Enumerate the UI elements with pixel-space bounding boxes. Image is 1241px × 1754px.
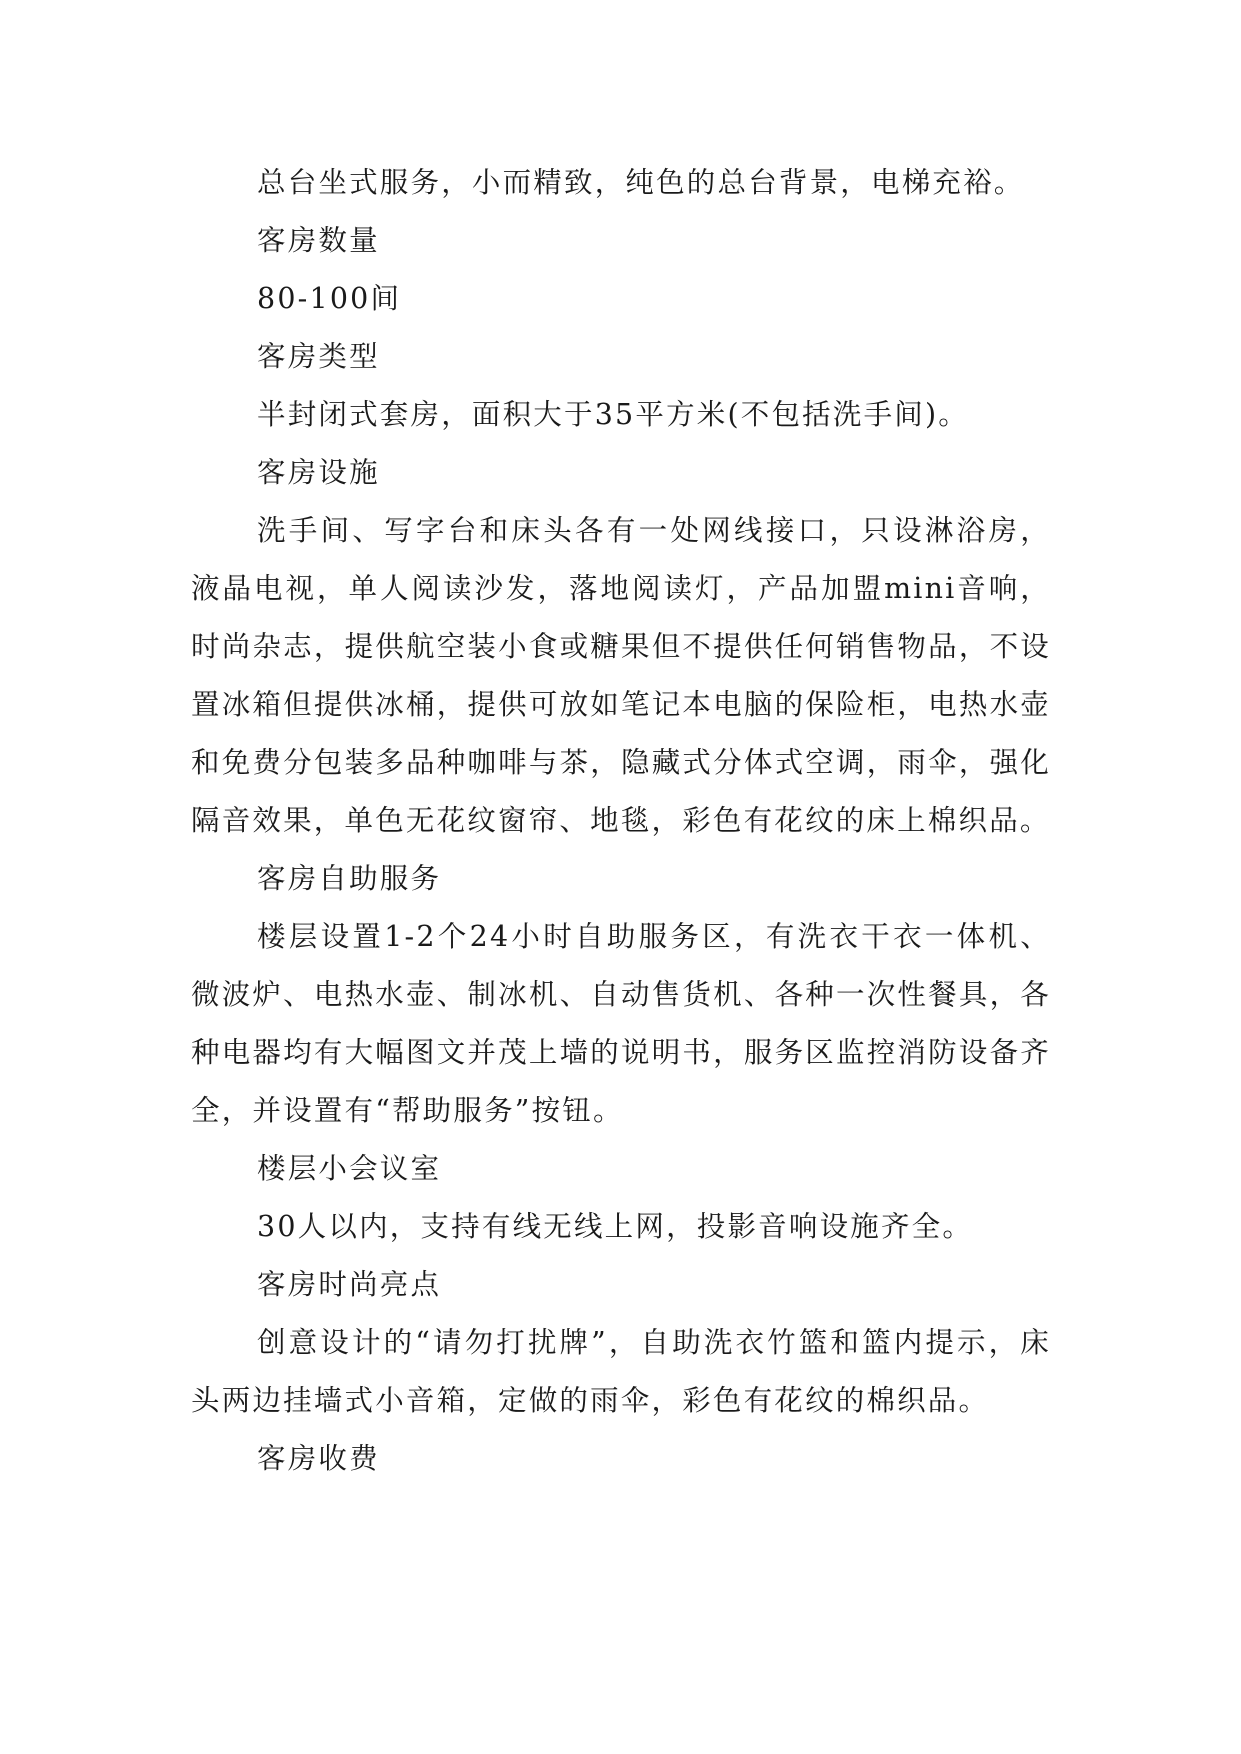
- heading-room-facilities: 客房设施: [257, 456, 380, 489]
- paragraph-room-count: 80-100间: [257, 282, 402, 315]
- heading-room-type: 客房类型: [257, 340, 380, 373]
- heading-highlights: 客房时尚亮点: [257, 1268, 442, 1301]
- heading-room-charges: 客房收费: [257, 1442, 380, 1475]
- heading-meeting-room: 楼层小会议室: [257, 1152, 442, 1185]
- paragraph-highlights: 创意设计的“请勿打扰牌”，自助洗衣竹篮和篮内提示，床头两边挂墙式小音箱，定做的雨伞，彩色有花纹的棉织品。: [191, 1326, 1051, 1417]
- paragraph-room-type: 半封闭式套房，面积大于35平方米(不包括洗手间)。: [257, 398, 970, 431]
- paragraph-front-desk: 总台坐式服务，小而精致，纯色的总台背景，电梯充裕。: [257, 166, 1025, 199]
- paragraph-meeting-room: 30人以内，支持有线无线上网，投影音响设施齐全。: [257, 1210, 974, 1243]
- heading-room-count: 客房数量: [257, 224, 380, 257]
- paragraph-self-service: 楼层设置1-2个24小时自助服务区，有洗衣干衣一体机、微波炉、电热水壶、制冰机、自动售货机、各种一次性餐具，各种电器均有大幅图文并茂上墙的说明书，服务区监控消防设备齐全，并设置有“帮助服务”按钮。: [191, 920, 1051, 1127]
- paragraph-room-facilities: 洗手间、写字台和床头各有一处网线接口，只设淋浴房，液晶电视，单人阅读沙发，落地阅读灯，产品加盟mini音响，时尚杂志，提供航空装小食或糖果但不提供任何销售物品，不设置冰箱但提供冰桶，提供可放如笔记本电脑的保险柜，电热水壶和免费分包装多品种咖啡与茶，隐藏式分体式空调，雨伞，强化隔音效果，单色无花纹窗帘、地毯，彩色有花纹的床上棉织品。: [191, 514, 1051, 837]
- heading-self-service: 客房自助服务: [257, 862, 442, 895]
- document-body: [191, 154, 1051, 1488]
